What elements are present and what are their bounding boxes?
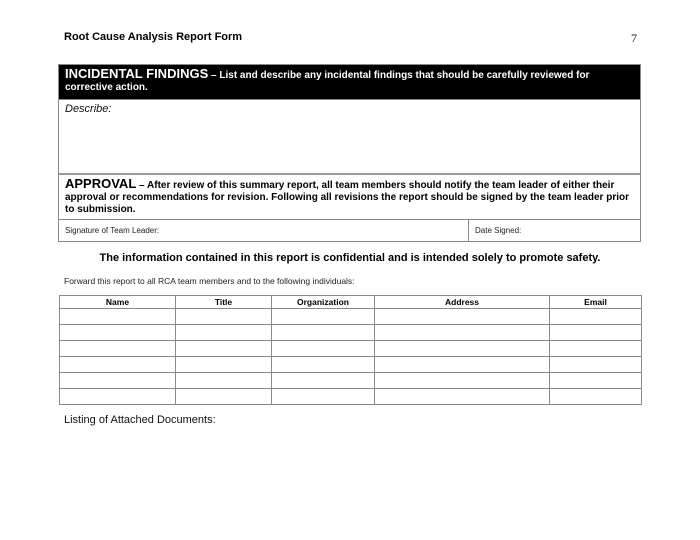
address-cell[interactable] — [375, 325, 550, 341]
name-cell[interactable] — [60, 325, 176, 341]
organization-cell[interactable] — [272, 341, 375, 357]
signature-field[interactable] — [59, 220, 469, 241]
address-cell[interactable] — [375, 389, 550, 405]
confidential-notice: The information contained in this report is confidential and is intended solely to promote safety. — [99, 252, 601, 264]
date-signed-field[interactable] — [469, 220, 640, 241]
email-cell[interactable] — [550, 389, 642, 405]
table-row — [60, 357, 642, 373]
column-header-name: Name — [60, 296, 176, 309]
incidental-findings-heading: INCIDENTAL FINDINGS — [65, 66, 209, 81]
address-cell[interactable] — [375, 357, 550, 373]
distribution-table — [59, 295, 642, 405]
name-cell[interactable] — [60, 373, 176, 389]
describe-label: Describe: — [65, 103, 112, 115]
name-cell[interactable] — [60, 357, 176, 373]
title-cell[interactable] — [176, 309, 272, 325]
approval-heading: APPROVAL — [65, 176, 137, 191]
signature-row — [59, 219, 640, 241]
title-cell[interactable] — [176, 373, 272, 389]
attached-documents-label: Listing of Attached Documents: — [64, 414, 216, 426]
name-cell[interactable] — [60, 341, 176, 357]
describe-field[interactable] — [59, 99, 640, 173]
name-cell[interactable] — [60, 309, 176, 325]
date-signed-label: Date Signed: — [475, 226, 522, 235]
organization-cell[interactable] — [272, 389, 375, 405]
email-cell[interactable] — [550, 325, 642, 341]
approval-section — [59, 173, 640, 219]
title-cell[interactable] — [176, 357, 272, 373]
column-header-email: Email — [550, 296, 642, 309]
rca-form-box — [58, 64, 641, 242]
table-row — [60, 325, 642, 341]
organization-cell[interactable] — [272, 309, 375, 325]
signature-label: Signature of Team Leader: — [65, 226, 160, 235]
title-cell[interactable] — [176, 389, 272, 405]
email-cell[interactable] — [550, 341, 642, 357]
table-row — [60, 373, 642, 389]
address-cell[interactable] — [375, 373, 550, 389]
email-cell[interactable] — [550, 309, 642, 325]
column-header-organization: Organization — [272, 296, 375, 309]
page-header-title: Root Cause Analysis Report Form — [64, 31, 243, 43]
table-row — [60, 341, 642, 357]
incidental-findings-instruction: – List and describe any incidental findings that should be carefully reviewed for corrective action. — [65, 70, 590, 93]
organization-cell[interactable] — [272, 373, 375, 389]
forward-instruction: Forward this report to all RCA team members and to the following individuals: — [64, 276, 355, 286]
name-cell[interactable] — [60, 389, 176, 405]
column-header-address: Address — [375, 296, 550, 309]
email-cell[interactable] — [550, 357, 642, 373]
address-cell[interactable] — [375, 309, 550, 325]
title-cell[interactable] — [176, 341, 272, 357]
approval-instruction: – After review of this summary report, all team members should notify the team leader of either their approval or recommendations for revision. Following all revisions the report should be signed by the team leader prior to submission. — [65, 180, 630, 215]
title-cell[interactable] — [176, 325, 272, 341]
address-cell[interactable] — [375, 341, 550, 357]
table-row — [60, 389, 642, 405]
table-header-row — [60, 296, 642, 309]
table-row — [60, 309, 642, 325]
page-number: 7 — [631, 31, 637, 45]
organization-cell[interactable] — [272, 357, 375, 373]
email-cell[interactable] — [550, 373, 642, 389]
organization-cell[interactable] — [272, 325, 375, 341]
column-header-title: Title — [176, 296, 272, 309]
incidental-findings-header — [59, 65, 640, 99]
